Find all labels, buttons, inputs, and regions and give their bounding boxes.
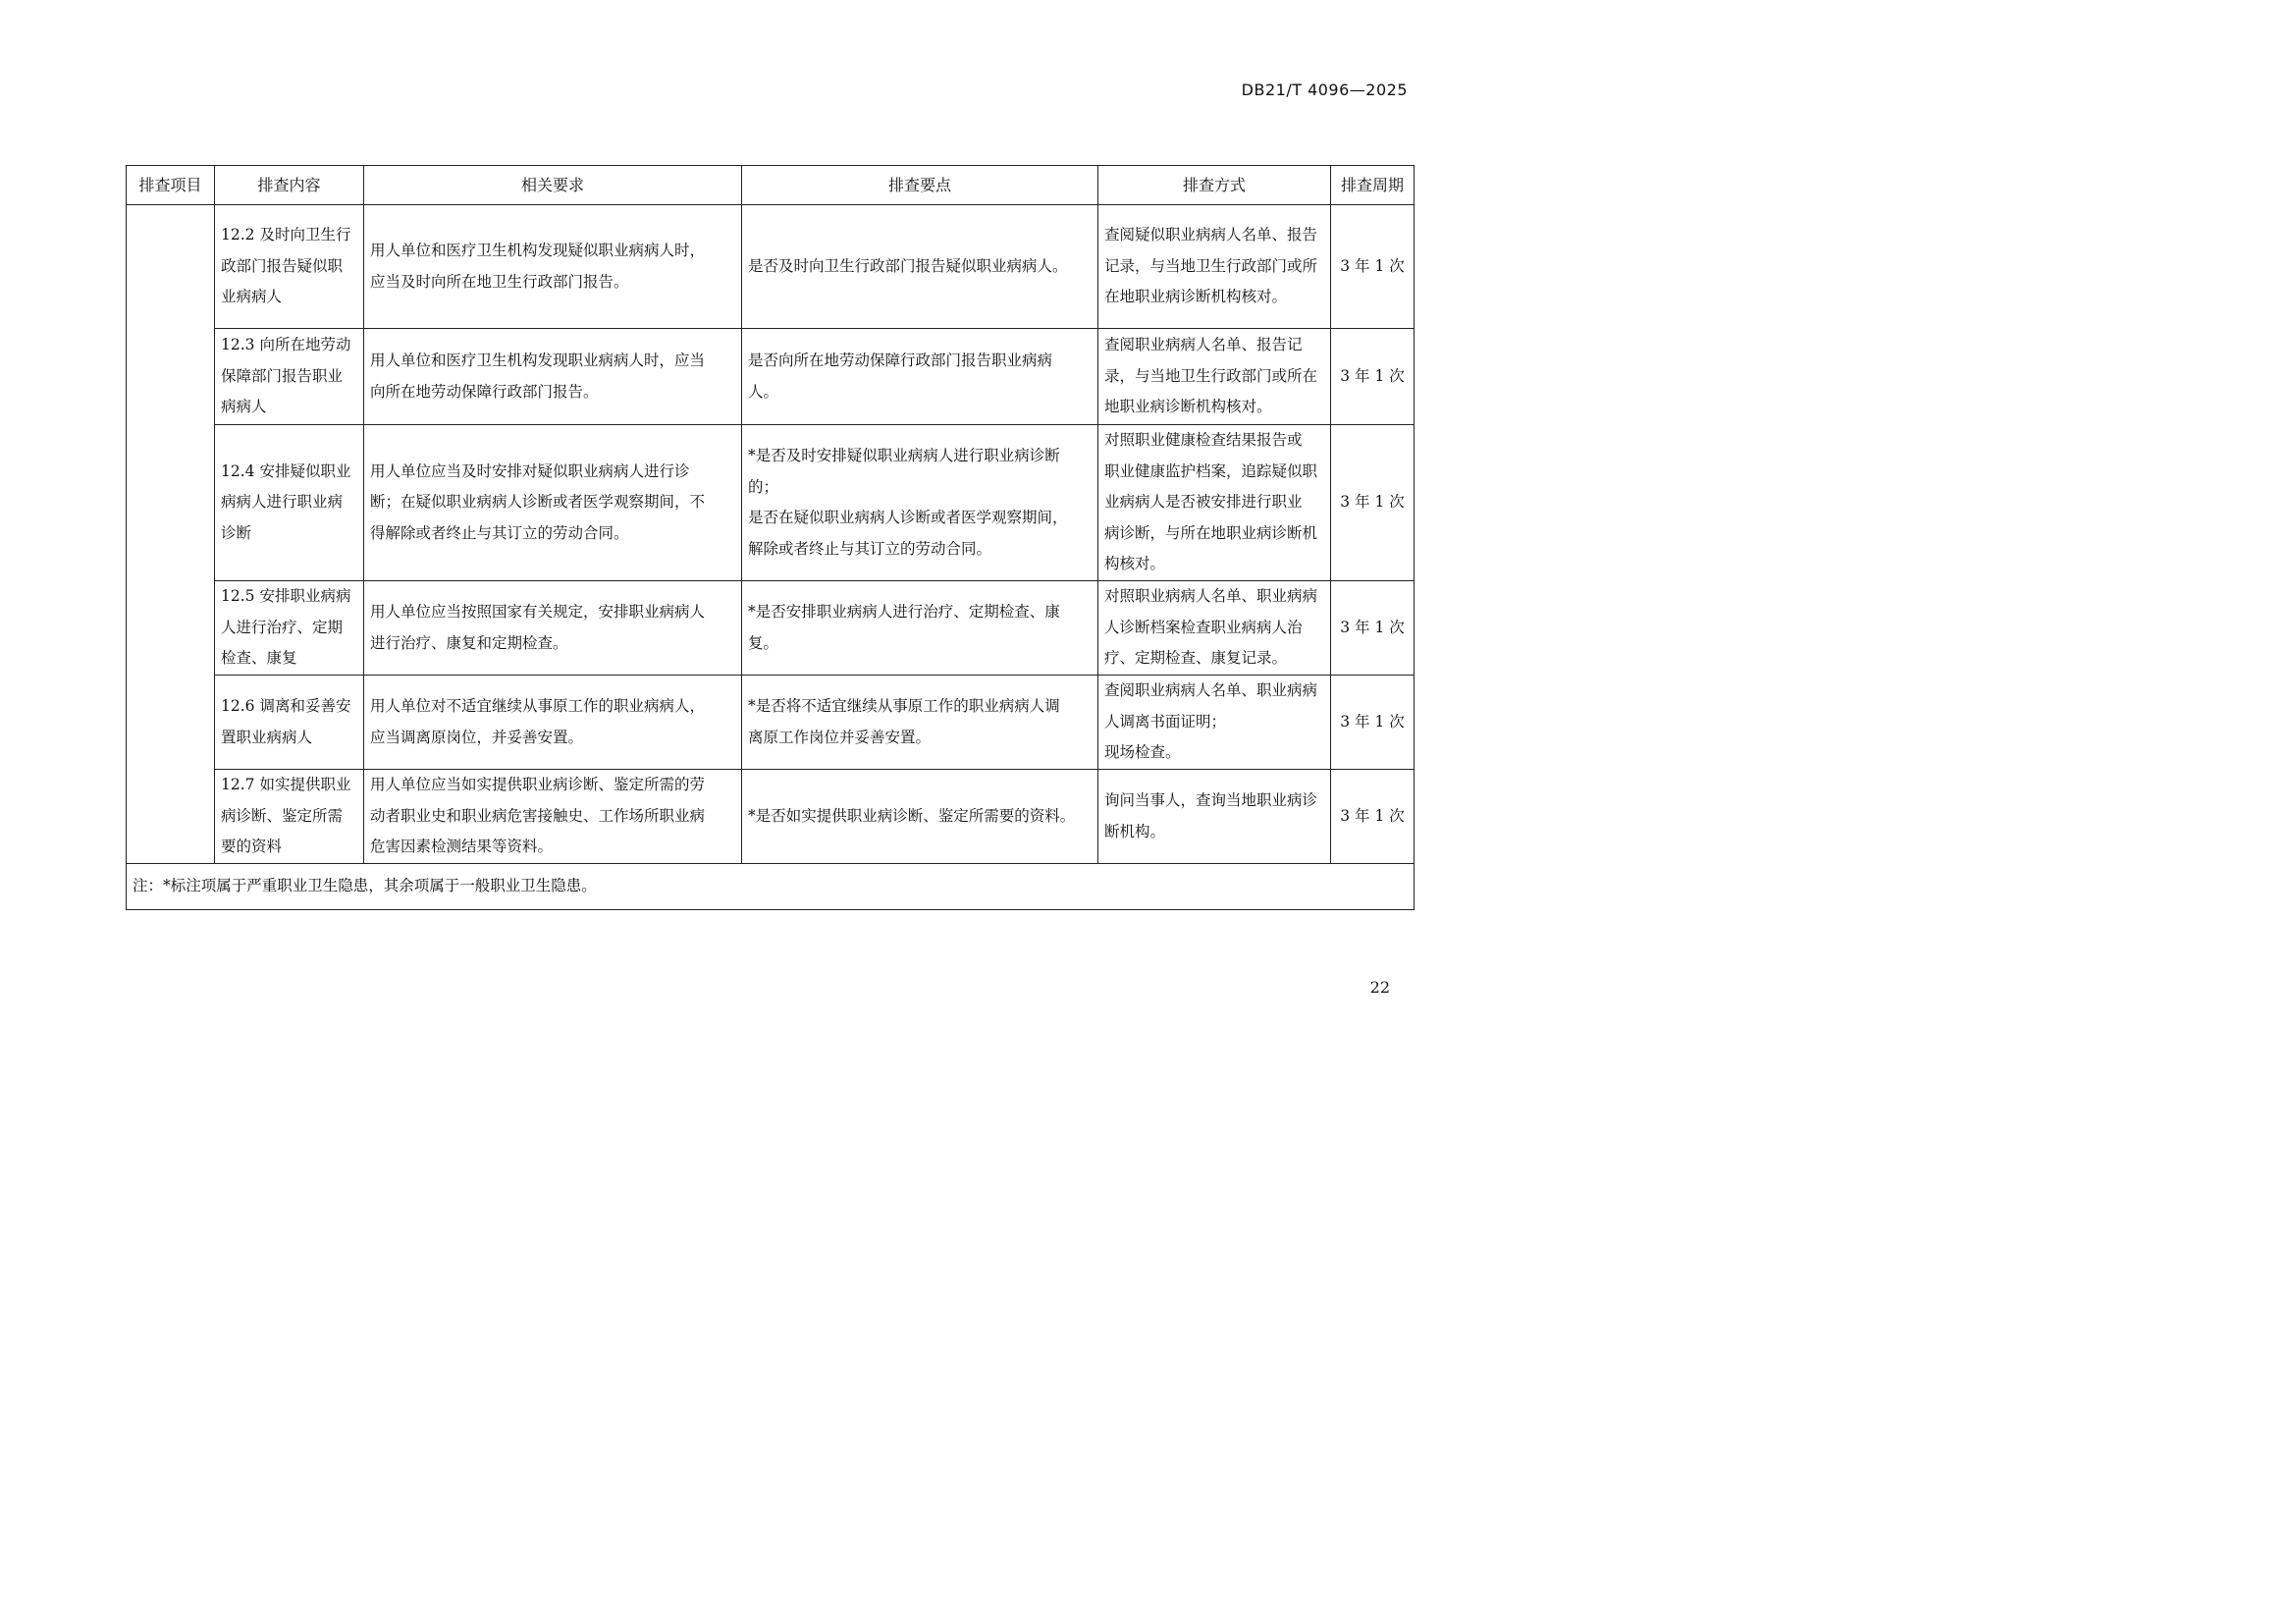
column-header-key-point: 排查要点 [742,166,1098,205]
method-cell: 查阅职业病病人名单、报告记 录，与当地卫生行政部门或所在 地职业病诊断机构核对。 [1098,329,1331,425]
column-header-content: 排查内容 [215,166,364,205]
method-cell: 询问当事人，查询当地职业病诊 断机构。 [1098,770,1331,864]
column-header-item: 排查项目 [127,166,215,205]
column-header-requirement: 相关要求 [364,166,742,205]
key-point-cell: *是否如实提供职业病诊断、鉴定所需要的资料。 [742,770,1098,864]
cycle-cell: 3 年 1 次 [1331,581,1415,676]
page-number: 22 [1369,978,1390,997]
key-point-cell: *是否及时安排疑似职业病病人进行职业病诊断 的； 是否在疑似职业病病人诊断或者医学观察期间， 解除或者终止与其订立的劳动合同。 [742,425,1098,581]
table-note: 注：*标注项属于严重职业卫生隐患，其余项属于一般职业卫生隐患。 [127,864,1415,910]
cycle-cell: 3 年 1 次 [1331,329,1415,425]
content-cell: 12.6 调离和妥善安 置职业病病人 [215,676,364,770]
table-row [127,581,1415,676]
content-cell: 12.4 安排疑似职业 病病人进行职业病 诊断 [215,425,364,581]
content-cell: 12.5 安排职业病病 人进行治疗、定期 检查、康复 [215,581,364,676]
method-cell: 查阅疑似职业病病人名单、报告 记录，与当地卫生行政部门或所 在地职业病诊断机构核对。 [1098,205,1331,329]
table-row [127,676,1415,770]
table-note-row [127,864,1415,910]
key-point-cell: *是否将不适宜继续从事原工作的职业病病人调 离原工作岗位并妥善安置。 [742,676,1098,770]
table-row [127,205,1415,329]
table-row [127,770,1415,864]
cycle-cell: 3 年 1 次 [1331,676,1415,770]
method-cell: 对照职业健康检查结果报告或 职业健康监护档案，追踪疑似职 业病病人是否被安排进行职业 病诊断，与所在地职业病诊断机 构核对。 [1098,425,1331,581]
table-header-row [127,166,1415,205]
requirement-cell: 用人单位对不适宜继续从事原工作的职业病病人， 应当调离原岗位，并妥善安置。 [364,676,742,770]
document-code: DB21/T 4096—2025 [1241,81,1408,99]
content-cell: 12.2 及时向卫生行 政部门报告疑似职 业病病人 [215,205,364,329]
cycle-cell: 3 年 1 次 [1331,770,1415,864]
hazard-check-table [126,165,1415,910]
key-point-cell: 是否向所在地劳动保障行政部门报告职业病病 人。 [742,329,1098,425]
table-row [127,425,1415,581]
key-point-cell: *是否安排职业病病人进行治疗、定期检查、康 复。 [742,581,1098,676]
cycle-cell: 3 年 1 次 [1331,425,1415,581]
column-header-cycle: 排查周期 [1331,166,1415,205]
requirement-cell: 用人单位应当如实提供职业病诊断、鉴定所需的劳 动者职业史和职业病危害接触史、工作场所职业病 危害因素检测结果等资料。 [364,770,742,864]
column-header-method: 排查方式 [1098,166,1331,205]
table-row [127,329,1415,425]
method-cell: 对照职业病病人名单、职业病病 人诊断档案检查职业病病人治 疗、定期检查、康复记录。 [1098,581,1331,676]
cycle-cell: 3 年 1 次 [1331,205,1415,329]
requirement-cell: 用人单位应当及时安排对疑似职业病病人进行诊 断；在疑似职业病病人诊断或者医学观察期间，不 得解除或者终止与其订立的劳动合同。 [364,425,742,581]
requirement-cell: 用人单位和医疗卫生机构发现疑似职业病病人时， 应当及时向所在地卫生行政部门报告。 [364,205,742,329]
method-cell: 查阅职业病病人名单、职业病病 人调离书面证明； 现场检查。 [1098,676,1331,770]
merged-item-cell [127,205,215,864]
content-cell: 12.3 向所在地劳动 保障部门报告职业 病病人 [215,329,364,425]
requirement-cell: 用人单位和医疗卫生机构发现职业病病人时，应当 向所在地劳动保障行政部门报告。 [364,329,742,425]
content-cell: 12.7 如实提供职业 病诊断、鉴定所需 要的资料 [215,770,364,864]
key-point-cell: 是否及时向卫生行政部门报告疑似职业病病人。 [742,205,1098,329]
requirement-cell: 用人单位应当按照国家有关规定，安排职业病病人 进行治疗、康复和定期检查。 [364,581,742,676]
